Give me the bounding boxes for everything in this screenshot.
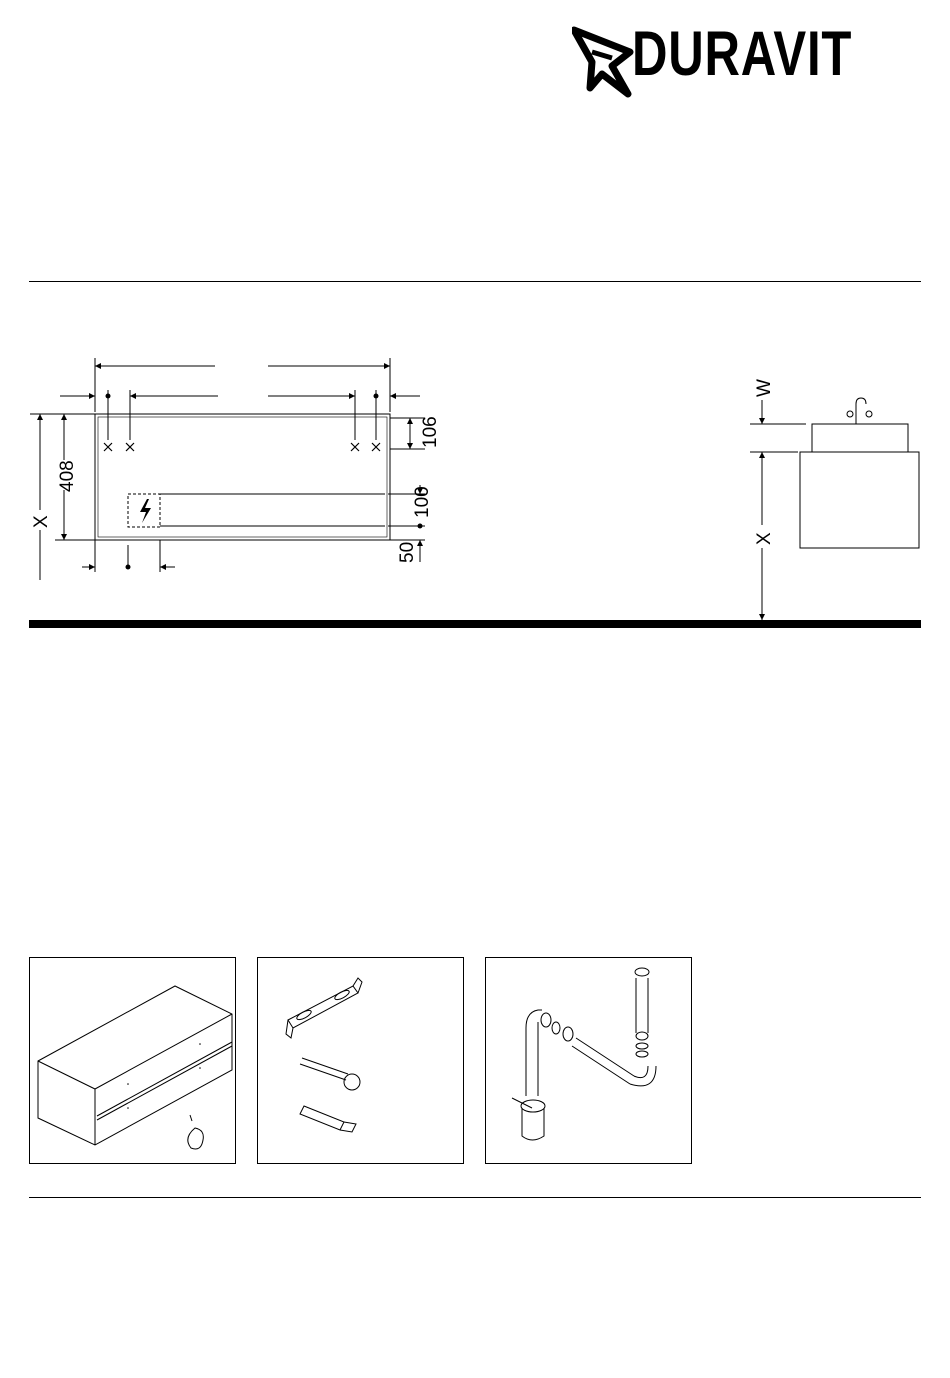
vanity-unit-icon xyxy=(30,958,235,1163)
lightning-icon xyxy=(140,499,151,523)
delivery-item-mounting-kit xyxy=(257,957,464,1164)
duravit-logo xyxy=(572,12,922,98)
dim-bottom-offset-label: 50 xyxy=(397,541,418,563)
section-divider-bottom xyxy=(29,1197,921,1198)
dim-height-label: 408 xyxy=(57,460,78,492)
mounting-kit-icon xyxy=(258,958,463,1163)
side-mount-height-label: X xyxy=(754,532,775,545)
delivery-item-siphon xyxy=(485,957,692,1164)
cabinet-front-outline xyxy=(95,414,390,540)
side-view-drawing xyxy=(740,370,925,622)
cabinet-side-outline xyxy=(800,452,919,548)
washbasin-side-outline xyxy=(812,424,908,452)
duravit-rocket-logo-icon xyxy=(572,22,634,98)
dim-washbasin-label: W xyxy=(754,379,775,397)
dim-socket-height-label: 100 xyxy=(412,486,433,518)
floor-line xyxy=(29,620,921,628)
siphon-icon xyxy=(486,958,691,1163)
front-view-drawing xyxy=(0,340,470,580)
dim-top-offset-label: 106 xyxy=(420,416,441,448)
brand-name: DURAVIT xyxy=(632,19,853,89)
delivery-item-vanity xyxy=(29,957,236,1164)
section-divider-top xyxy=(29,281,921,282)
dim-mount-height-label: X xyxy=(31,515,52,528)
